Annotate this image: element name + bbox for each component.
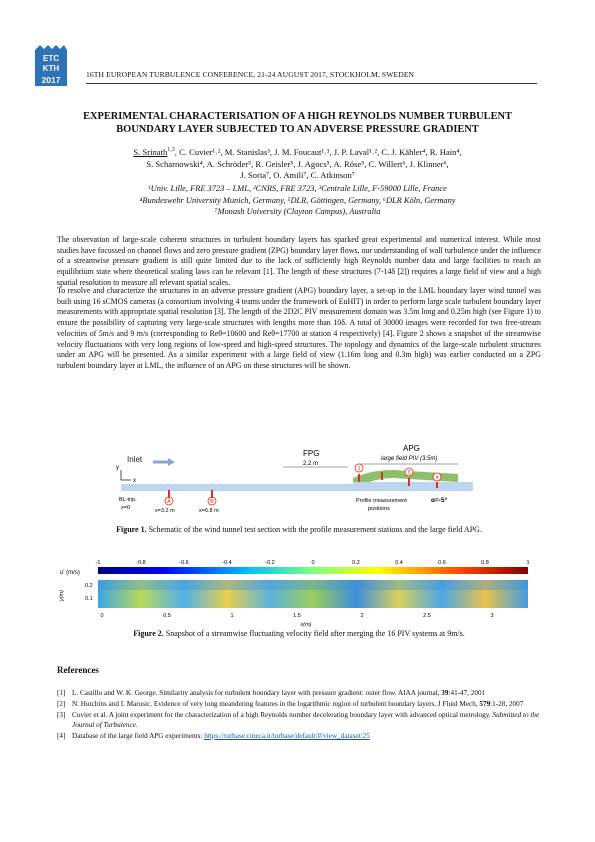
- y-tick-0.2: 0.2: [85, 583, 93, 589]
- colorbar-label: u' (m/s): [60, 570, 80, 576]
- header-rule: [86, 83, 537, 84]
- reference-volume: 39: [441, 689, 449, 697]
- figure-2-caption-label: Figure 2.: [133, 629, 164, 638]
- inlet-label: Inlet: [127, 455, 143, 464]
- colorbar-tick-labels: [96, 560, 530, 566]
- profile-label-2: positions: [368, 506, 390, 512]
- y-axis-label: y: [116, 465, 119, 471]
- large-field-label: large field PIV (3.5m): [381, 456, 438, 462]
- figure-1-caption-text: Schematic of the wind tunnel test section with the profile measurement stations and the large field APG.: [146, 525, 482, 534]
- reference-number: [1]: [57, 689, 66, 697]
- affiliation-line-3: ⁷Monash University (Clayton Campus), Australia: [214, 207, 381, 217]
- title-line-1: EXPERIMENTAL CHARACTERISATION OF A HIGH REYNOLDS NUMBER TURBULENT: [83, 111, 512, 122]
- velocity-field-upper-band: [98, 580, 528, 590]
- station-a-label: A: [167, 499, 171, 505]
- logo-text-2: KTH: [42, 64, 60, 73]
- reference-item: [57, 731, 541, 741]
- station-b-pos: x=6.8 m: [199, 508, 219, 514]
- reference-text: Cuvier et al. A joint experiment for the characterization of a high Reynolds number decelerating boundary layer with advanced optical metrology.: [72, 711, 493, 719]
- authors-line-1: [40, 145, 555, 159]
- x-tick: 0: [100, 613, 104, 619]
- logo-text-1: ETC: [43, 54, 59, 63]
- colorbar-tick: 0.4: [395, 560, 403, 566]
- x0-label: x=0: [121, 505, 131, 511]
- figure-2-caption-text: Snapshot of a streamwise fluctuating velocity field after merging the 16 PIV systems at 9m/s.: [163, 629, 465, 638]
- fpg-length: 2.2 m: [303, 461, 319, 467]
- station-1-label: 1: [357, 466, 361, 472]
- colorbar-tick: 1: [526, 560, 530, 566]
- colorbar-tick: 0: [311, 560, 315, 566]
- bl-trip-label: BL-trip.: [119, 497, 137, 503]
- colorbar-tick: -0.4: [222, 560, 232, 566]
- colorbar-tick: 0.2: [352, 560, 360, 566]
- affiliations: [40, 183, 555, 218]
- x-tick: 1.5: [293, 613, 301, 619]
- dataset-link[interactable]: https://turbase.cineca.it/turbase/default/#/view_dataset/25: [204, 732, 370, 740]
- reference-rest: .: [135, 721, 138, 729]
- colorbar-tick: 0.6: [438, 560, 446, 566]
- author-list: [40, 145, 555, 182]
- profile-label: Profile measurement: [356, 498, 407, 504]
- figure-2-caption: [57, 629, 541, 638]
- reference-item: [57, 699, 541, 709]
- station-b-label: B: [210, 499, 214, 505]
- reference-rest: :41-47, 2001: [448, 689, 486, 697]
- station-2-tick: [381, 472, 383, 480]
- x-tick: 2.5: [423, 613, 431, 619]
- reference-text: N. Hutchins and I. Marusic. Evidence of very long meandering features in the logarithmic region of turbulent boundary layers. J Fluid Mech,: [72, 700, 480, 708]
- affiliation-line-1: ¹Univ. Lille, FRE 3723 – LML, ²CNRS, FRE 3723, ³Centrale Lille, F-59000 Lille, France: [148, 184, 447, 193]
- logo-text-3: 2017: [41, 75, 61, 85]
- reference-text: L. Castillo and W. K. George. Similarity analysis for turbulent boundary layer with pressure gradient: outer flow. AIAA journal,: [72, 689, 442, 697]
- conference-header: 16TH EUROPEAN TURBULENCE CONFERENCE, 21-24 AUGUST 2017, STOCKHOLM, SWEDEN: [86, 70, 415, 79]
- station-3-tick: [408, 478, 410, 486]
- reference-volume: 579: [479, 700, 491, 708]
- authors-line-1-rest: , C. Cuvier¹˒², M. Stanislas³, J. M. Foucaut¹˒³, J. P. Laval¹˒², C. J. Kähler⁴, R. Hain⁴,: [174, 146, 462, 157]
- figure-1-caption-label: Figure 1.: [116, 525, 147, 534]
- paragraph-setup: To resolve and characterize the structures in an adverse pressure gradient (APG) boundary layer, a set-up in the LML boundary layer wind tunnel was built using 16 sCMOS cameras (a consortium involving 4 teams under the framework of EuHIT) in order to perform large scale turbulent boundary layer measurements with appropriate spatial resolution [3]. The length of the 2D2C PIV measurement domain was 3.5m long and 0.25m high (see Figure 1) to ensure the possibility of capturing very large-scale structures with lengths more than 10δ. A total of 30000 images were recorded for two free-stream velocities of 5m/s and 9 m/s (corresponding to Reθ=10600 and Reθ=17700 at station 4 respectively) [4]. Figure 2 shows a snapshot of the streamwise velocity fluctuations with very long regions of low-speed and high-speed structures. The topology and dynamics of the large-scale turbulent structures under an APG will be presented. As a similar experiment with a large field of view (1.16m long and 0.3m high) was earlier conducted on a ZPG turbulent boundary layer at LML, the influence of an APG on these structures will be shown.: [57, 286, 541, 370]
- figure-1-caption: [57, 525, 541, 534]
- reference-list: [57, 688, 541, 742]
- station-3-label: 3: [407, 470, 411, 476]
- presenting-author: S. Srinath: [133, 146, 168, 157]
- reference-number: [3]: [57, 711, 66, 719]
- reference-text: Database of the large field APG experiments:: [72, 732, 205, 740]
- figure-2-velocity-field: [56, 556, 536, 628]
- y-tick-0.1: 0.1: [85, 596, 93, 602]
- reference-journal: Submitted to the Journal of Turbulence: [72, 711, 540, 729]
- y-axis-label: y(m): [59, 590, 65, 601]
- reference-rest: :1-28, 2007: [490, 700, 524, 708]
- station-1-tick: [358, 474, 360, 482]
- apg-label: APG: [403, 444, 420, 453]
- colorbar-tick: -1: [95, 560, 101, 566]
- figure-1-schematic: [113, 440, 483, 525]
- colorbar-tick: -0.6: [179, 560, 189, 566]
- title-line-2: BOUNDARY LAYER SUBJECTED TO AN ADVERSE PRESSURE GRADIENT: [116, 124, 479, 135]
- reference-item: [57, 710, 541, 730]
- x-tick: 0.5: [163, 613, 171, 619]
- presenting-author-affil: 1,3: [167, 147, 175, 153]
- tunnel-floor-downstream: [353, 482, 473, 491]
- x-tick-labels: [100, 613, 493, 619]
- apg-angle: α=-5°: [431, 497, 448, 504]
- reference-number: [2]: [57, 700, 66, 708]
- x-tick: 3: [490, 613, 494, 619]
- conference-logo: [34, 44, 68, 88]
- colorbar-tick: 0.8: [481, 560, 489, 566]
- reference-number: [4]: [57, 732, 66, 740]
- affiliation-line-2: ⁴Bundeswehr University Munich, Germany, ⁵DLR, Göttingen, Germany, ⁶DLR Köln, Germany: [139, 195, 456, 205]
- authors-line-2: S. Scharnowski⁴, A. Schröder⁵, R. Geisler⁵, J. Agocs⁵, A. Röse⁵, C. Willert⁶, J. Klinner⁶,: [146, 158, 449, 169]
- references-heading: References: [57, 665, 99, 675]
- authors-line-3: J. Soria⁷, O. Amili⁷, C. Atkinson⁷: [240, 170, 355, 181]
- colorbar-tick: -0.2: [265, 560, 275, 566]
- paragraph-intro: The observation of large-scale coherent structures in turbulent boundary layers has sparked great experimental and numerical interest. While most studies have focussed on channel flows and zero pressure gradient (ZPG) boundary layer flows, our understanding of wall turbulence under the influence of a streamwise pressure gradient is still quite limited due to the lack of sufficiently high Reynolds number data and large facilities to reach an equilibrium state where theoretical scaling laws can be relevant [1]. The length of these structures (7-14δ [2]) requires a large field of view and a high spatial resolution to measure all relevant spatial scales.: [57, 235, 541, 287]
- tunnel-floor-upstream: [121, 484, 353, 491]
- paper-title: [40, 110, 555, 136]
- reference-item: [57, 688, 541, 698]
- station-a-pos: x=3.2 m: [155, 508, 175, 514]
- station-4-label: 4: [435, 475, 439, 481]
- colorbar-tick: -0.8: [136, 560, 146, 566]
- x-axis-label: x: [133, 478, 136, 484]
- x-tick: 1: [230, 613, 234, 619]
- x-tick: 2: [360, 613, 364, 619]
- x-axis-label: x(m): [300, 622, 312, 628]
- fpg-label: FPG: [303, 449, 320, 458]
- colorbar: [98, 567, 528, 574]
- station-4-tick: [436, 482, 438, 488]
